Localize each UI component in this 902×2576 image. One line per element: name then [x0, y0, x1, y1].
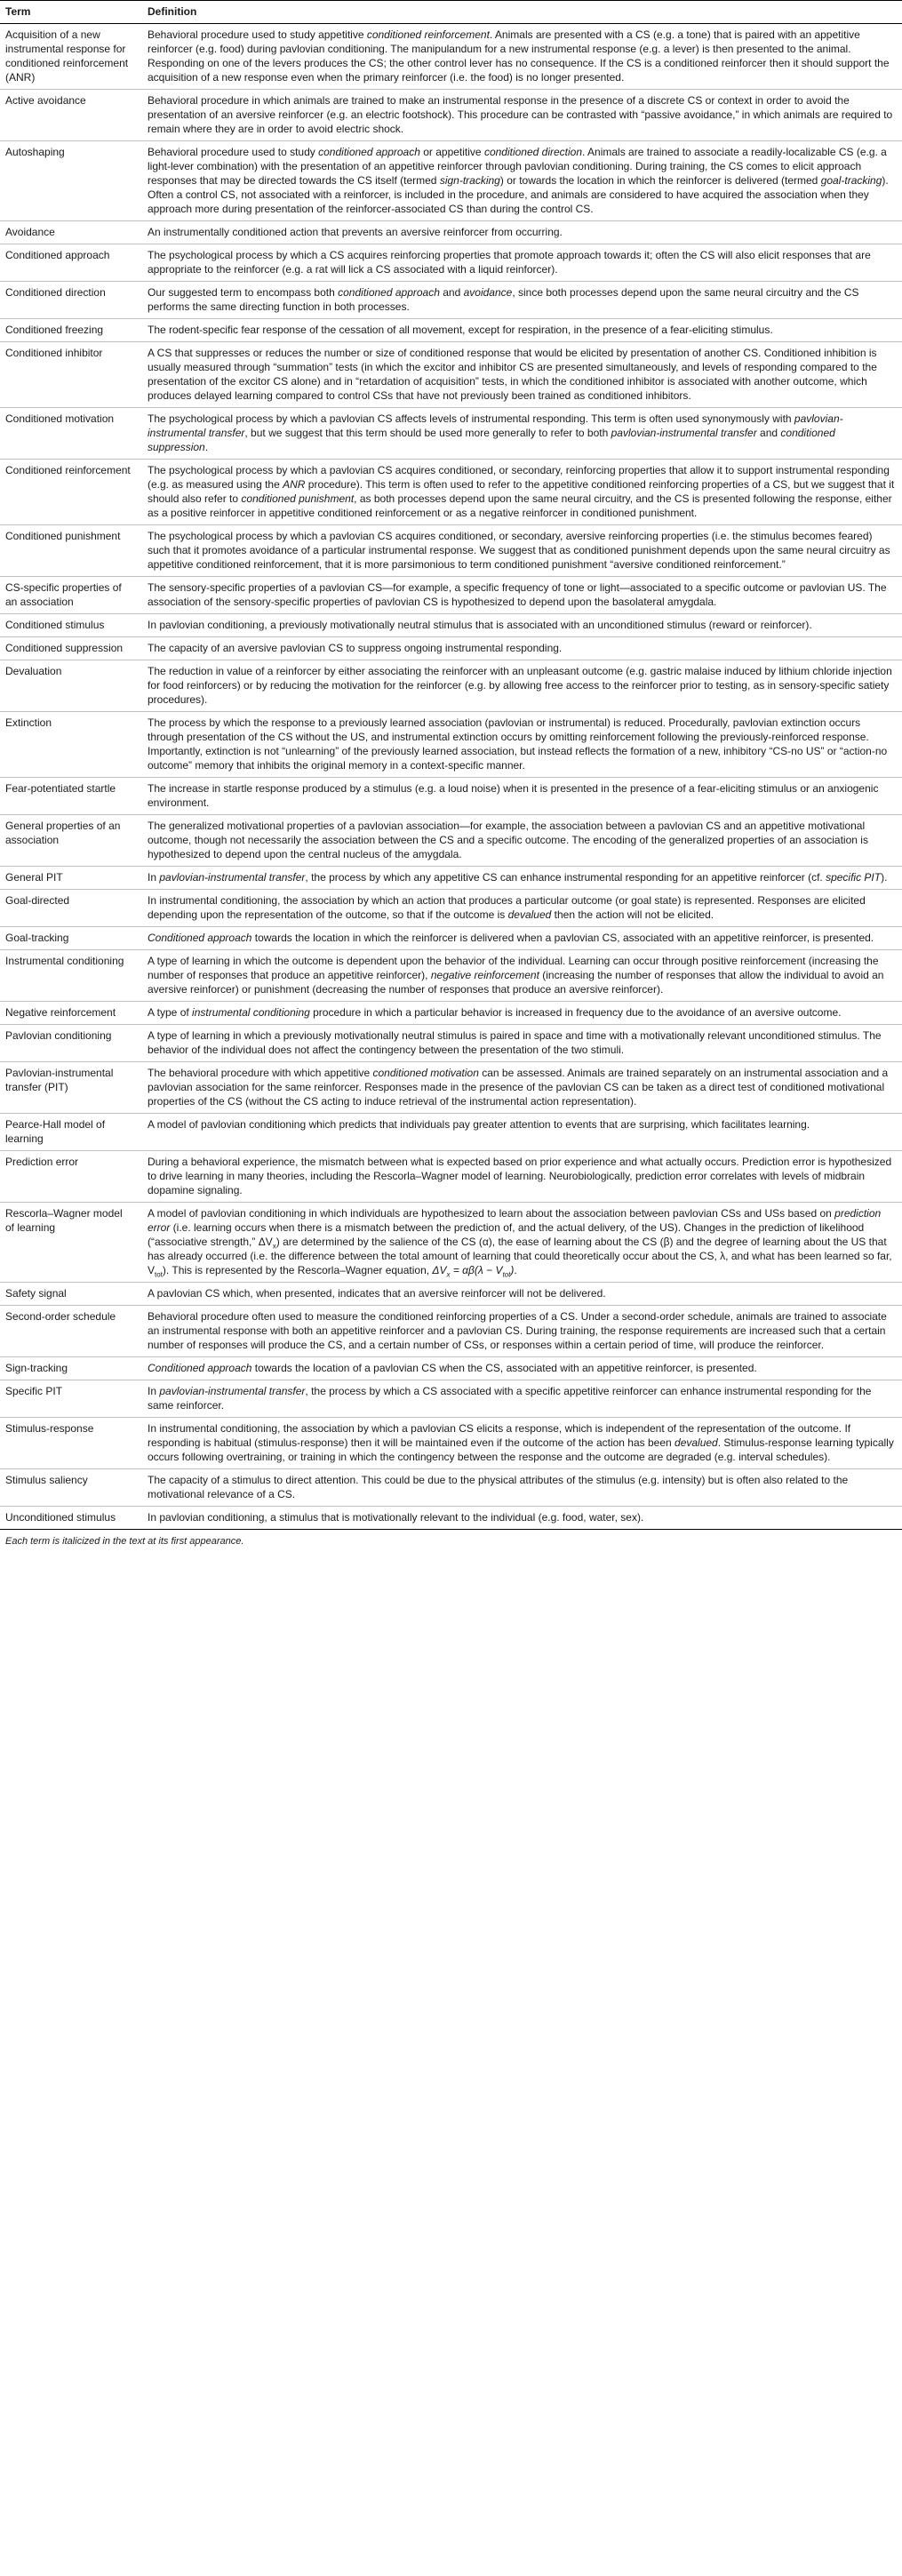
- table-row: [0, 24, 902, 90]
- term-cell: Specific PIT: [0, 1380, 142, 1418]
- definition-cell: Our suggested term to encompass both conditioned approach and avoidance, since both processes depend upon the same neural circuitry and the CS performs the same directing function in both processes.: [142, 282, 902, 319]
- term-cell: Negative reinforcement: [0, 1002, 142, 1025]
- term-column-header: Term: [0, 1, 142, 24]
- term-cell: General properties of an association: [0, 815, 142, 867]
- table-row: [0, 282, 902, 319]
- table-row: [0, 90, 902, 141]
- term-cell: Devaluation: [0, 660, 142, 712]
- table-row: [0, 1203, 902, 1283]
- table-row: [0, 1306, 902, 1357]
- definition-cell: The psychological process by which a pavlovian CS acquires conditioned, or secondary, aversive reinforcing properties (i.e. the stimulus becomes feared) such that it promotes avoidance of a particular instrumental response. We suggest that as conditioned punishment depends upon the same neural circuitry as appetitive conditioned reinforcement, that it is more parsimonious to term conditioned punishment “aversive conditioned reinforcement.”: [142, 525, 902, 577]
- definition-cell: In pavlovian-instrumental transfer, the process by which a CS associated with a specific appetitive reinforcer can enhance instrumental responding for the same reinforcer.: [142, 1380, 902, 1418]
- table-row: [0, 614, 902, 637]
- definition-column-header: Definition: [142, 1, 902, 24]
- definition-cell: The capacity of a stimulus to direct attention. This could be due to the physical attributes of the stimulus (e.g. intensity) but is often also related to the motivational relevance of a CS.: [142, 1469, 902, 1507]
- definition-cell: Behavioral procedure used to study appetitive conditioned reinforcement. Animals are presented with a CS (e.g. a tone) that is paired with an appetitive reinforcer (e.g. food) during pavlovian conditioning. The manipulandum for a new instrumental response (e.g. a lever) is then presented to the animal. Responding on one of the levers produces the CS; the other control lever has no consequence. If the CS is a conditioned reinforcer then it should support the acquisition of a new response even when the primary reinforcer (i.e. the food) is no longer presented.: [142, 24, 902, 90]
- table-row: [0, 815, 902, 867]
- term-cell: Second-order schedule: [0, 1306, 142, 1357]
- table-row: [0, 712, 902, 778]
- table-row: [0, 927, 902, 950]
- term-cell: Conditioned approach: [0, 244, 142, 282]
- term-cell: Stimulus-response: [0, 1418, 142, 1469]
- term-cell: Conditioned stimulus: [0, 614, 142, 637]
- definition-cell: The rodent-specific fear response of the cessation of all movement, except for respiration, in the presence of a fear-eliciting stimulus.: [142, 319, 902, 342]
- definition-cell: In pavlovian-instrumental transfer, the process by which any appetitive CS can enhance instrumental responding for an appetitive reinforcer (cf. specific PIT).: [142, 867, 902, 890]
- table-row: [0, 637, 902, 660]
- term-cell: Conditioned reinforcement: [0, 460, 142, 525]
- definition-cell: A type of learning in which a previously motivationally neutral stimulus is paired in space and time with a motivationally relevant unconditioned stimulus. The behavior of the individual does not affect the contingency between the presentation of the two stimuli.: [142, 1025, 902, 1062]
- definition-cell: In pavlovian conditioning, a stimulus that is motivationally relevant to the individual (e.g. food, water, sex).: [142, 1507, 902, 1530]
- term-cell: Pavlovian conditioning: [0, 1025, 142, 1062]
- table-row: [0, 221, 902, 244]
- table-row: [0, 1114, 902, 1151]
- definition-cell: Behavioral procedure in which animals are trained to make an instrumental response in the presence of a discrete CS or context in order to avoid the presentation of an aversive reinforcer (e.g. an electric footshock). This procedure can be contrasted with “passive avoidance,” in which animals are required to remain where they are in order to avoid electric shock.: [142, 90, 902, 141]
- term-cell: Autoshaping: [0, 141, 142, 221]
- term-cell: Prediction error: [0, 1151, 142, 1203]
- definition-cell: A type of learning in which the outcome is dependent upon the behavior of the individual. Learning can occur through positive reinforcement (increasing the number of responses that produce an appetitive reinforcer), negative reinforcement (increasing the number of responses that allow the individual to avoid an aversive reinforcer) or punishment (decreasing the number of responses that produce an aversive reinforcer).: [142, 950, 902, 1002]
- table-row: [0, 1418, 902, 1469]
- definition-cell: Behavioral procedure often used to measure the conditioned reinforcing properties of a CS. Under a second-order schedule, animals are trained to associate an instrumental response with both an appetitive reinforcer and a pavlovian CS. During training, the response requirements are increased such that a certain number of responses will produce the CS, and a certain number of CSs, or responses within a certain period of time, will produce the reinforcer.: [142, 1306, 902, 1357]
- definition-cell: The psychological process by which a pavlovian CS acquires conditioned, or secondary, reinforcing properties that allow it to support instrumental responding (e.g. as measured using the ANR procedure). This term is often used to refer to the appetitive conditioned reinforcing properties of a CS, but we suggest that it should also refer to conditioned punishment, as both processes depend upon the same neural circuitry, and the CS is presented following the response, either as a positive reinforcer in appetitive conditioned reinforcement or as a negative reinforcer in conditioned punishment.: [142, 460, 902, 525]
- table-row: [0, 890, 902, 927]
- definition-cell: In instrumental conditioning, the association by which a pavlovian CS elicits a response, which is independent of the representation of the outcome. If responding is habitual (stimulus-response) then it will be maintained even if the outcome of the action has been devalued. Stimulus-response learning typically occurs following overtraining, or training in which the contingency between the response and the outcome are degraded (e.g. interval schedules).: [142, 1418, 902, 1469]
- term-cell: General PIT: [0, 867, 142, 890]
- definition-cell: The capacity of an aversive pavlovian CS to suppress ongoing instrumental responding.: [142, 637, 902, 660]
- definition-cell: During a behavioral experience, the mismatch between what is expected based on prior experience and what actually occurs. Prediction error is hypothesized to drive learning in many theories, including the Rescorla–Wagner model of learning. Neurobiologically, prediction error correlates with levels of midbrain dopamine signaling.: [142, 1151, 902, 1203]
- term-cell: Goal-directed: [0, 890, 142, 927]
- definition-cell: Behavioral procedure used to study conditioned approach or appetitive conditioned direction. Animals are trained to associate a readily-localizable CS (e.g. a light-lever combination) with the presentation of an appetitive reinforcer through pavlovian conditioning. During training, the CS comes to elicit approach responses that may be directed towards the CS itself (termed sign-tracking) or towards the location in which the reinforcer is delivered (termed goal-tracking). Often a control CS, not associated with a reinforcer, is included in the procedure, and animals are considered to have acquired the association when they approach more during presentation of the reinforcer-associated CS than during the control CS.: [142, 141, 902, 221]
- table-row: [0, 1025, 902, 1062]
- definition-cell: In pavlovian conditioning, a previously motivationally neutral stimulus that is associated with an unconditioned stimulus (reward or reinforcer).: [142, 614, 902, 637]
- definition-cell: The psychological process by which a pavlovian CS affects levels of instrumental responding. This term is often used synonymously with pavlovian-instrumental transfer, but we suggest that this term should be used more generally to refer to both pavlovian-instrumental transfer and conditioned suppression.: [142, 408, 902, 460]
- definition-cell: The increase in startle response produced by a stimulus (e.g. a loud noise) when it is presented in the presence of a fear-eliciting stimulus or an anxiogenic environment.: [142, 778, 902, 815]
- table-row: [0, 950, 902, 1002]
- term-cell: Active avoidance: [0, 90, 142, 141]
- term-cell: Sign-tracking: [0, 1357, 142, 1380]
- term-cell: Rescorla–Wagner model of learning: [0, 1203, 142, 1283]
- definition-cell: A pavlovian CS which, when presented, indicates that an aversive reinforcer will not be delivered.: [142, 1283, 902, 1306]
- table-row: [0, 141, 902, 221]
- definition-cell: The process by which the response to a previously learned association (pavlovian or instrumental) is reduced. Procedurally, pavlovian extinction occurs through presentation of the CS without the US, and instrumental extinction occurs by omitting reinforcement following the previously-reinforced response. Importantly, extinction is not “unlearning” of the previously learned association, but instead reflects the formation of a new, inhibitory “CS-no US” or “action-no outcome” memory that inhibits the original memory in a context-specific manner.: [142, 712, 902, 778]
- table-row: [0, 244, 902, 282]
- definition-cell: A model of pavlovian conditioning in which individuals are hypothesized to learn about the association between pavlovian CSs and USs based on prediction error (i.e. learning occurs when there is a mismatch between the prediction of, and the actual delivery, of the US). Changes in the prediction of likelihood (“associative strength,” $\Delta V_x$) are determined by the salience of the CS (α), the ease of learning about the CS (β) and the degree of learning about the US that has already occurred (i.e. the difference between the total amount of learning that could theoretically occur about the CS, λ, and what has been learned so far, $V_{tot}$). This is represented by the Rescorla–Wagner equation, $\Delta V_x = \alpha\beta(\lambda - V_{tot})$.: [142, 1203, 902, 1283]
- term-cell: CS-specific properties of an association: [0, 577, 142, 614]
- table-row: [0, 660, 902, 712]
- term-cell: Instrumental conditioning: [0, 950, 142, 1002]
- definition-cell: An instrumentally conditioned action that prevents an aversive reinforcer from occurring.: [142, 221, 902, 244]
- definition-cell: A model of pavlovian conditioning which predicts that individuals pay greater attention to events that are surprising, which facilitates learning.: [142, 1114, 902, 1151]
- term-cell: Avoidance: [0, 221, 142, 244]
- term-cell: Goal-tracking: [0, 927, 142, 950]
- term-cell: Stimulus saliency: [0, 1469, 142, 1507]
- term-cell: Safety signal: [0, 1283, 142, 1306]
- table-row: [0, 1283, 902, 1306]
- table-row: [0, 577, 902, 614]
- table-row: [0, 460, 902, 525]
- table-row: [0, 1062, 902, 1114]
- term-cell: Conditioned inhibitor: [0, 342, 142, 408]
- table-row: [0, 1357, 902, 1380]
- term-cell: Extinction: [0, 712, 142, 778]
- table-row: [0, 867, 902, 890]
- table-row: [0, 778, 902, 815]
- table-row: [0, 1151, 902, 1203]
- definition-cell: The behavioral procedure with which appetitive conditioned motivation can be assessed. Animals are trained separately on an instrumental association and a pavlovian association for the same reinforcer. Responses made in the presence of the pavlovian CS can be taken as a direct test of conditioned motivational properties of the CS (without the CS acting to induce retrieval of the instrumental action representation).: [142, 1062, 902, 1114]
- definition-cell: Conditioned approach towards the location in which the reinforcer is delivered when a pavlovian CS, associated with an appetitive reinforcer, is presented.: [142, 927, 902, 950]
- definition-cell: The reduction in value of a reinforcer by either associating the reinforcer with an unpleasant outcome (e.g. gastric malaise induced by lithium chloride injection for food reinforcers) or by reducing the motivation for the reinforcer (e.g. by allowing free access to the reinforcer prior to testing, as in sensory-specific satiety procedures).: [142, 660, 902, 712]
- table-header-row: [0, 1, 902, 24]
- table-row: [0, 1507, 902, 1530]
- definition-cell: In instrumental conditioning, the association by which an action that produces a particular outcome (or goal state) is represented. Responses are elicited depending upon the representation of the outcome, so that if the outcome is devalued then the action will not be elicited.: [142, 890, 902, 927]
- term-cell: Conditioned freezing: [0, 319, 142, 342]
- definition-cell: A type of instrumental conditioning procedure in which a particular behavior is increased in frequency due to the avoidance of an aversive outcome.: [142, 1002, 902, 1025]
- definition-cell: The sensory-specific properties of a pavlovian CS—for example, a specific frequency of tone or light—associated to a specific outcome or pavlovian US. The association of the sensory-specific properties of pavlovian CS is hypothesized to depend upon the basolateral amygdala.: [142, 577, 902, 614]
- term-cell: Conditioned direction: [0, 282, 142, 319]
- table-row: [0, 342, 902, 408]
- glossary-body: [0, 24, 902, 1530]
- term-cell: Conditioned suppression: [0, 637, 142, 660]
- table-row: [0, 1469, 902, 1507]
- term-cell: Unconditioned stimulus: [0, 1507, 142, 1530]
- term-cell: Acquisition of a new instrumental response for conditioned reinforcement (ANR): [0, 24, 142, 90]
- table-row: [0, 1002, 902, 1025]
- term-cell: Pavlovian-instrumental transfer (PIT): [0, 1062, 142, 1114]
- table-row: [0, 525, 902, 577]
- term-cell: Pearce-Hall model of learning: [0, 1114, 142, 1151]
- term-cell: Fear-potentiated startle: [0, 778, 142, 815]
- table-row: [0, 319, 902, 342]
- term-cell: Conditioned motivation: [0, 408, 142, 460]
- table-row: [0, 1380, 902, 1418]
- definition-cell: A CS that suppresses or reduces the number or size of conditioned response that would be elicited by presentation of another CS. Conditioned inhibition is usually measured through “summation” tests (in which the excitor and inhibitor CS are presented simultaneously, and levels of responding compared to the presentation of the excitor CS alone) and in “retardation of acquisition” tests, in which the conditioned inhibitor is associated with another outcome, which produces delayed learning compared to control CSs that have not previously been trained as conditioned inhibitors.: [142, 342, 902, 408]
- table-footnote: Each term is italicized in the text at its first appearance.: [5, 1536, 244, 1547]
- definition-cell: Conditioned approach towards the location of a pavlovian CS when the CS, associated with an appetitive reinforcer, is presented.: [142, 1357, 902, 1380]
- term-cell: Conditioned punishment: [0, 525, 142, 577]
- table-row: [0, 408, 902, 460]
- definition-cell: The generalized motivational properties of a pavlovian association—for example, the association between a pavlovian CS and an appetitive motivational outcome, though not necessarily the association between the CS and a specific outcome. The encoding of the generalized properties of an association is hypothesized to depend upon the central nucleus of the amygdala.: [142, 815, 902, 867]
- definition-cell: The psychological process by which a CS acquires reinforcing properties that promote approach towards it; often the CS will also elicit responses that are appropriate to the reinforcer (e.g. a rat will lick a CS associated with a liquid reinforcer).: [142, 244, 902, 282]
